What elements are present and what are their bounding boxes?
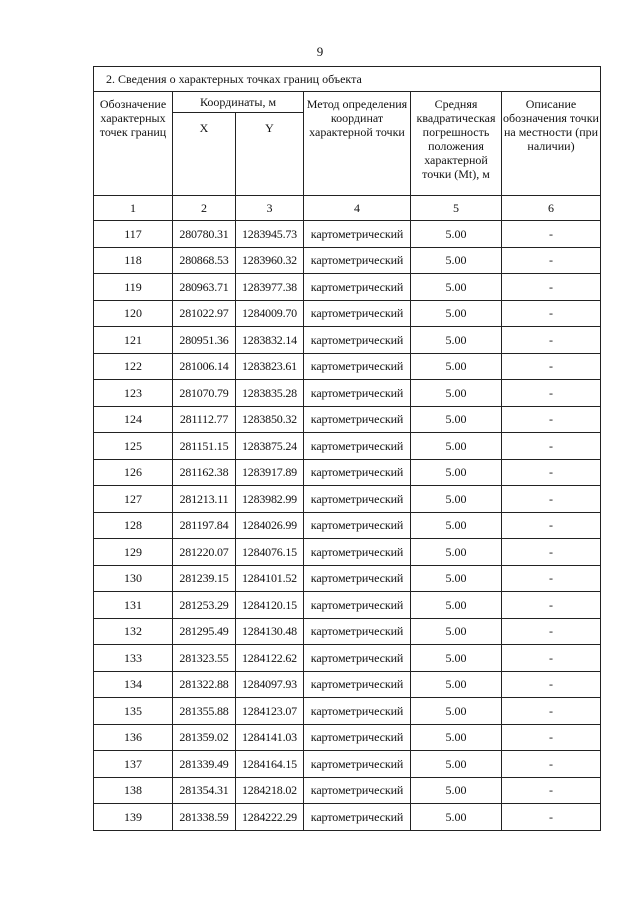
point-number-cell: 124 — [94, 406, 173, 433]
y-coordinate-cell: 1284009.70 — [236, 300, 304, 327]
table-body — [94, 67, 601, 831]
x-coordinate-cell: 280868.53 — [173, 247, 236, 274]
method-cell: картометрический — [304, 777, 411, 804]
table-row — [94, 645, 601, 672]
y-coordinate-cell: 1283835.28 — [236, 380, 304, 407]
accuracy-cell: 5.00 — [411, 274, 502, 301]
accuracy-cell: 5.00 — [411, 539, 502, 566]
y-coordinate-cell: 1284218.02 — [236, 777, 304, 804]
section-title: 2. Сведения о характерных точках границ объекта — [94, 67, 601, 92]
table-row — [94, 486, 601, 513]
y-coordinate-cell: 1283917.89 — [236, 459, 304, 486]
header-description: Описание обозначения точки на местности (при наличии) — [502, 92, 601, 196]
point-number-cell: 139 — [94, 804, 173, 831]
section-title-row — [94, 67, 601, 92]
description-cell: - — [502, 671, 601, 698]
header-y: Y — [236, 113, 304, 196]
accuracy-cell: 5.00 — [411, 618, 502, 645]
table-row — [94, 406, 601, 433]
method-cell: картометрический — [304, 804, 411, 831]
point-number-cell: 122 — [94, 353, 173, 380]
accuracy-cell: 5.00 — [411, 777, 502, 804]
table-row — [94, 724, 601, 751]
description-cell: - — [502, 433, 601, 460]
table-row — [94, 459, 601, 486]
method-cell: картометрический — [304, 353, 411, 380]
description-cell: - — [502, 380, 601, 407]
method-cell: картометрический — [304, 512, 411, 539]
table-row — [94, 353, 601, 380]
method-cell: картометрический — [304, 565, 411, 592]
accuracy-cell: 5.00 — [411, 247, 502, 274]
point-number-cell: 137 — [94, 751, 173, 778]
point-number-cell: 117 — [94, 221, 173, 248]
method-cell: картометрический — [304, 406, 411, 433]
y-coordinate-cell: 1284123.07 — [236, 698, 304, 725]
table-row — [94, 592, 601, 619]
header-accuracy: Средняя квадратическая погрешность положения характерной точки (Mt), м — [411, 92, 502, 196]
method-cell: картометрический — [304, 274, 411, 301]
table-row — [94, 751, 601, 778]
description-cell: - — [502, 645, 601, 672]
description-cell: - — [502, 459, 601, 486]
x-coordinate-cell: 281323.55 — [173, 645, 236, 672]
table-row — [94, 671, 601, 698]
method-cell: картометрический — [304, 433, 411, 460]
point-number-cell: 127 — [94, 486, 173, 513]
method-cell: картометрический — [304, 618, 411, 645]
column-number: 5 — [411, 196, 502, 221]
point-number-cell: 123 — [94, 380, 173, 407]
accuracy-cell: 5.00 — [411, 327, 502, 354]
x-coordinate-cell: 281162.38 — [173, 459, 236, 486]
header-coordinates: Координаты, м — [173, 92, 304, 113]
description-cell: - — [502, 618, 601, 645]
method-cell: картометрический — [304, 300, 411, 327]
point-number-cell: 130 — [94, 565, 173, 592]
header-designation: Обозначение характерных точек границ — [94, 92, 173, 196]
accuracy-cell: 5.00 — [411, 353, 502, 380]
point-number-cell: 136 — [94, 724, 173, 751]
x-coordinate-cell: 281338.59 — [173, 804, 236, 831]
table-row — [94, 327, 601, 354]
method-cell: картометрический — [304, 592, 411, 619]
description-cell: - — [502, 804, 601, 831]
column-number: 2 — [173, 196, 236, 221]
accuracy-cell: 5.00 — [411, 724, 502, 751]
table-row — [94, 698, 601, 725]
y-coordinate-cell: 1283982.99 — [236, 486, 304, 513]
y-coordinate-cell: 1283945.73 — [236, 221, 304, 248]
accuracy-cell: 5.00 — [411, 380, 502, 407]
column-number-row — [94, 196, 601, 221]
table-row — [94, 565, 601, 592]
column-number: 6 — [502, 196, 601, 221]
y-coordinate-cell: 1284026.99 — [236, 512, 304, 539]
y-coordinate-cell: 1283850.32 — [236, 406, 304, 433]
accuracy-cell: 5.00 — [411, 221, 502, 248]
x-coordinate-cell: 281006.14 — [173, 353, 236, 380]
x-coordinate-cell: 281359.02 — [173, 724, 236, 751]
accuracy-cell: 5.00 — [411, 592, 502, 619]
x-coordinate-cell: 281197.84 — [173, 512, 236, 539]
method-cell: картометрический — [304, 486, 411, 513]
y-coordinate-cell: 1284141.03 — [236, 724, 304, 751]
description-cell: - — [502, 300, 601, 327]
point-number-cell: 138 — [94, 777, 173, 804]
header-row — [94, 92, 601, 113]
description-cell: - — [502, 247, 601, 274]
table-row — [94, 274, 601, 301]
header-method: Метод определения координат характерной точки — [304, 92, 411, 196]
description-cell: - — [502, 274, 601, 301]
accuracy-cell: 5.00 — [411, 433, 502, 460]
y-coordinate-cell: 1283832.14 — [236, 327, 304, 354]
y-coordinate-cell: 1284120.15 — [236, 592, 304, 619]
x-coordinate-cell: 281355.88 — [173, 698, 236, 725]
y-coordinate-cell: 1283875.24 — [236, 433, 304, 460]
point-number-cell: 119 — [94, 274, 173, 301]
point-number-cell: 120 — [94, 300, 173, 327]
accuracy-cell: 5.00 — [411, 804, 502, 831]
y-coordinate-cell: 1284222.29 — [236, 804, 304, 831]
table-row — [94, 512, 601, 539]
y-coordinate-cell: 1284097.93 — [236, 671, 304, 698]
x-coordinate-cell: 281022.97 — [173, 300, 236, 327]
x-coordinate-cell: 281239.15 — [173, 565, 236, 592]
accuracy-cell: 5.00 — [411, 671, 502, 698]
y-coordinate-cell: 1283823.61 — [236, 353, 304, 380]
table-row — [94, 433, 601, 460]
method-cell: картометрический — [304, 247, 411, 274]
table-row — [94, 777, 601, 804]
description-cell: - — [502, 565, 601, 592]
y-coordinate-cell: 1284130.48 — [236, 618, 304, 645]
table-row — [94, 380, 601, 407]
description-cell: - — [502, 751, 601, 778]
method-cell: картометрический — [304, 380, 411, 407]
y-coordinate-cell: 1284122.62 — [236, 645, 304, 672]
method-cell: картометрический — [304, 645, 411, 672]
point-number-cell: 118 — [94, 247, 173, 274]
point-number-cell: 132 — [94, 618, 173, 645]
accuracy-cell: 5.00 — [411, 406, 502, 433]
method-cell: картометрический — [304, 327, 411, 354]
point-number-cell: 126 — [94, 459, 173, 486]
method-cell: картометрический — [304, 698, 411, 725]
boundary-points-table — [93, 66, 601, 831]
method-cell: картометрический — [304, 539, 411, 566]
y-coordinate-cell: 1284076.15 — [236, 539, 304, 566]
y-coordinate-cell: 1283977.38 — [236, 274, 304, 301]
accuracy-cell: 5.00 — [411, 300, 502, 327]
point-number-cell: 133 — [94, 645, 173, 672]
point-number-cell: 128 — [94, 512, 173, 539]
method-cell: картометрический — [304, 459, 411, 486]
table-row — [94, 247, 601, 274]
x-coordinate-cell: 281295.49 — [173, 618, 236, 645]
x-coordinate-cell: 281322.88 — [173, 671, 236, 698]
point-number-cell: 135 — [94, 698, 173, 725]
x-coordinate-cell: 280963.71 — [173, 274, 236, 301]
description-cell: - — [502, 592, 601, 619]
x-coordinate-cell: 281151.15 — [173, 433, 236, 460]
method-cell: картометрический — [304, 671, 411, 698]
point-number-cell: 134 — [94, 671, 173, 698]
description-cell: - — [502, 327, 601, 354]
point-number-cell: 121 — [94, 327, 173, 354]
accuracy-cell: 5.00 — [411, 486, 502, 513]
table-row — [94, 221, 601, 248]
point-number-cell: 129 — [94, 539, 173, 566]
y-coordinate-cell: 1283960.32 — [236, 247, 304, 274]
x-coordinate-cell: 281339.49 — [173, 751, 236, 778]
method-cell: картометрический — [304, 221, 411, 248]
x-coordinate-cell: 281112.77 — [173, 406, 236, 433]
table-row — [94, 300, 601, 327]
x-coordinate-cell: 281213.11 — [173, 486, 236, 513]
column-number: 3 — [236, 196, 304, 221]
accuracy-cell: 5.00 — [411, 751, 502, 778]
x-coordinate-cell: 281220.07 — [173, 539, 236, 566]
y-coordinate-cell: 1284101.52 — [236, 565, 304, 592]
column-number: 1 — [94, 196, 173, 221]
x-coordinate-cell: 281253.29 — [173, 592, 236, 619]
description-cell: - — [502, 406, 601, 433]
description-cell: - — [502, 698, 601, 725]
description-cell: - — [502, 777, 601, 804]
description-cell: - — [502, 539, 601, 566]
accuracy-cell: 5.00 — [411, 459, 502, 486]
x-coordinate-cell: 281070.79 — [173, 380, 236, 407]
x-coordinate-cell: 281354.31 — [173, 777, 236, 804]
header-x: X — [173, 113, 236, 196]
method-cell: картометрический — [304, 724, 411, 751]
column-number: 4 — [304, 196, 411, 221]
description-cell: - — [502, 512, 601, 539]
accuracy-cell: 5.00 — [411, 698, 502, 725]
description-cell: - — [502, 221, 601, 248]
table-row — [94, 804, 601, 831]
y-coordinate-cell: 1284164.15 — [236, 751, 304, 778]
description-cell: - — [502, 353, 601, 380]
accuracy-cell: 5.00 — [411, 565, 502, 592]
x-coordinate-cell: 280951.36 — [173, 327, 236, 354]
accuracy-cell: 5.00 — [411, 512, 502, 539]
method-cell: картометрический — [304, 751, 411, 778]
point-number-cell: 131 — [94, 592, 173, 619]
accuracy-cell: 5.00 — [411, 645, 502, 672]
table-row — [94, 618, 601, 645]
table-row — [94, 539, 601, 566]
description-cell: - — [502, 486, 601, 513]
description-cell: - — [502, 724, 601, 751]
x-coordinate-cell: 280780.31 — [173, 221, 236, 248]
point-number-cell: 125 — [94, 433, 173, 460]
page-number: 9 — [316, 44, 324, 59]
